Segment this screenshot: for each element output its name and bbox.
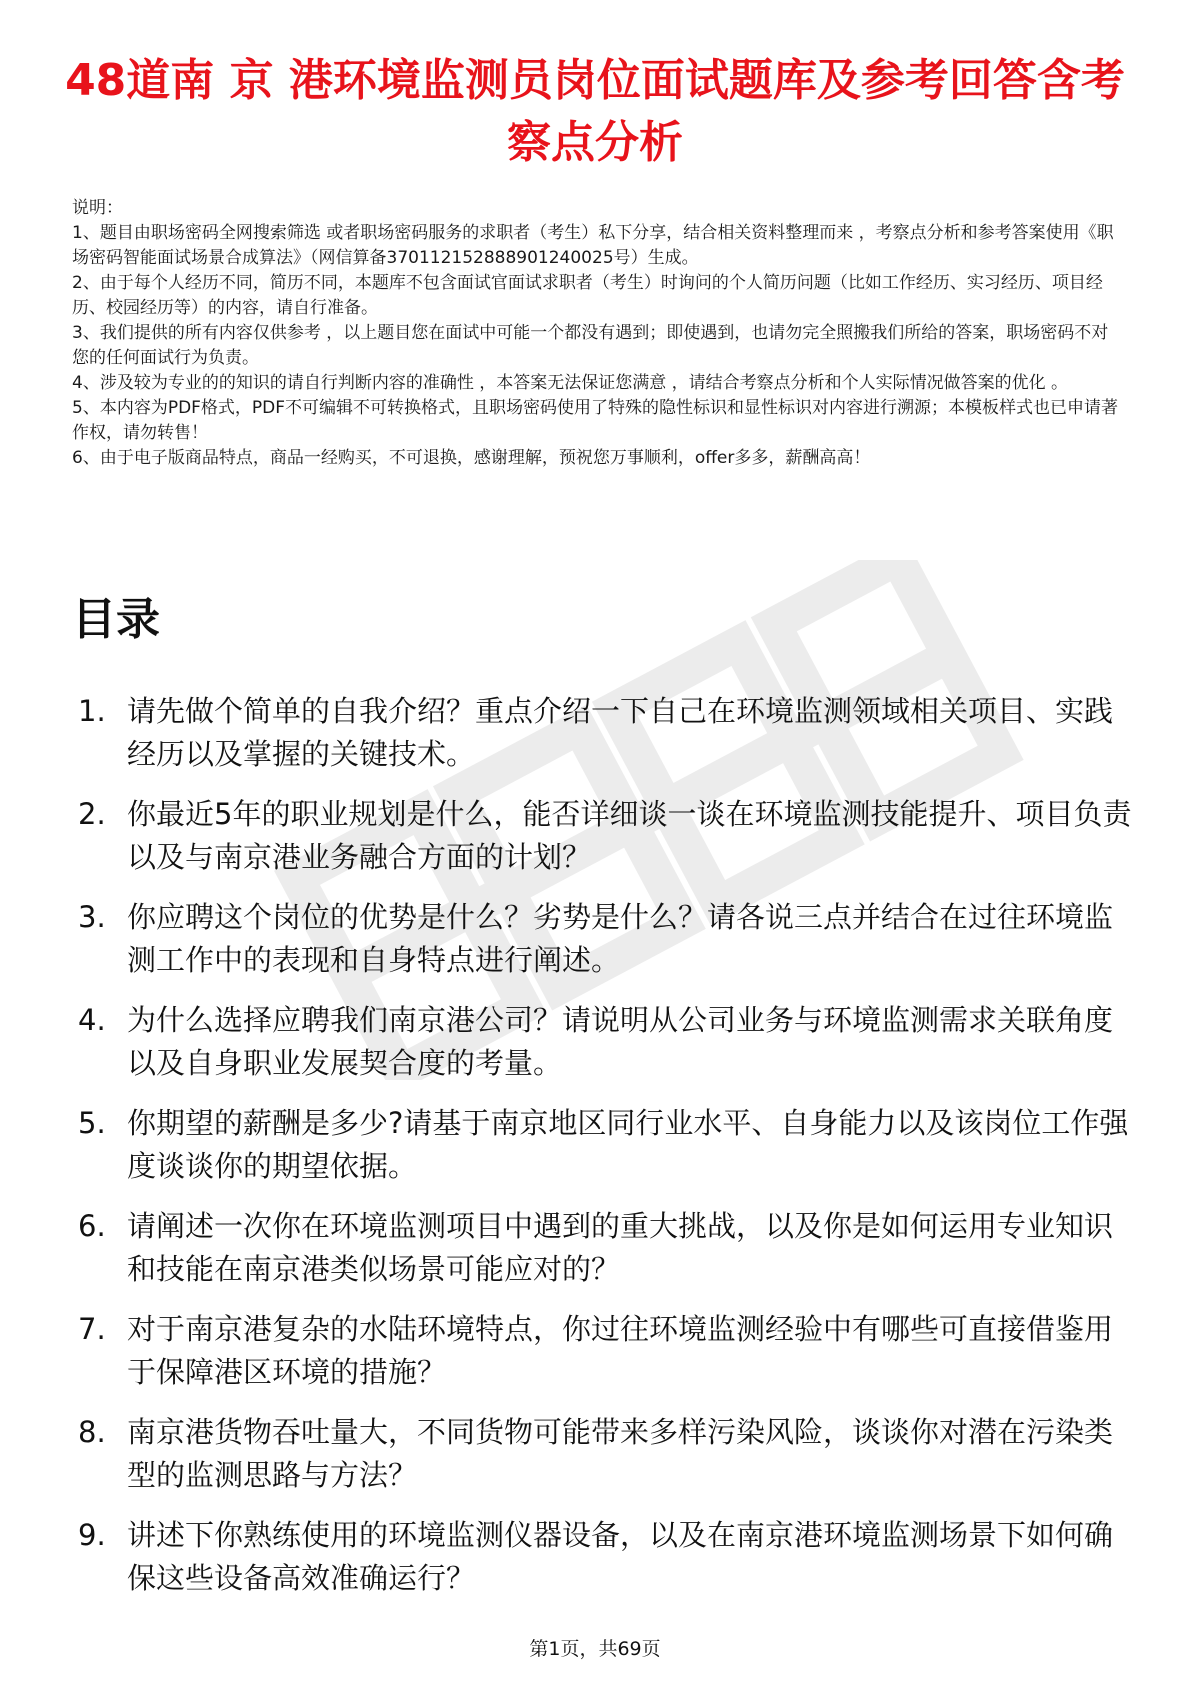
notes-item: 2、由于每个人经历不同，简历不同，本题库不包含面试官面试求职者（考生）时询问的个人简历问题（比如工作经历、实习经历、项目经历、校园经历等）的内容，请自行准备。 <box>72 273 1103 318</box>
question-number: 9. <box>78 1518 106 1552</box>
question-number: 2. <box>78 797 106 831</box>
question-list <box>72 690 1132 1617</box>
question-text: 为什么选择应聘我们南京港公司？请说明从公司业务与环境监测需求关联角度以及自身职业发展契合度的考量。 <box>127 1003 1114 1080</box>
question-item <box>72 1308 1132 1394</box>
question-number: 1. <box>78 694 106 728</box>
notes-item: 6、由于电子版商品特点，商品一经购买，不可退换，感谢理解，预祝您万事顺利，offer多多，薪酬高高！ <box>72 448 871 468</box>
question-text: 请阐述一次你在环境监测项目中遇到的重大挑战，以及你是如何运用专业知识和技能在南京港类似场景可能应对的？ <box>127 1209 1114 1286</box>
question-text: 你期望的薪酬是多少?请基于南京地区同行业水平、自身能力以及该岗位工作强度谈谈你的期望依据。 <box>127 1106 1129 1183</box>
notes-item: 4、涉及较为专业的的知识的请自行判断内容的准确性 ，本答案无法保证您满意 ，请结合考察点分析和个人实际情况做答案的优化 。 <box>72 373 1069 393</box>
question-text: 请先做个简单的自我介绍？重点介绍一下自己在环境监测领域相关项目、实践经历以及掌握的关键技术。 <box>127 694 1114 771</box>
question-text: 你最近5年的职业规划是什么，能否详细谈一谈在环境监测技能提升、项目负责以及与南京港业务融合方面的计划？ <box>127 797 1132 874</box>
question-number: 6. <box>78 1209 106 1243</box>
question-number: 7. <box>78 1312 106 1346</box>
question-item <box>72 896 1132 982</box>
question-number: 3. <box>78 900 106 934</box>
question-item <box>72 793 1132 879</box>
notes-section <box>72 196 1122 471</box>
question-item <box>72 1205 1132 1291</box>
question-item <box>72 999 1132 1085</box>
question-text: 对于南京港复杂的水陆环境特点，你过往环境监测经验中有哪些可直接借鉴用于保障港区环境的措施？ <box>127 1312 1114 1389</box>
question-item <box>72 1514 1132 1600</box>
notes-item: 5、本内容为PDF格式，PDF不可编辑不可转换格式，且职场密码使用了特殊的隐性标识和显性标识对内容进行溯源；本模板样式也已申请著作权，请勿转售！ <box>72 398 1119 443</box>
question-item <box>72 1102 1132 1188</box>
page-footer: 第1页，共69页 <box>529 1638 661 1660</box>
question-number: 4. <box>78 1003 106 1037</box>
question-text: 讲述下你熟练使用的环境监测仪器设备，以及在南京港环境监测场景下如何确保这些设备高效准确运行？ <box>127 1518 1114 1595</box>
question-item <box>72 690 1132 776</box>
question-text: 南京港货物吞吐量大，不同货物可能带来多样污染风险，谈谈你对潜在污染类型的监测思路与方法？ <box>127 1415 1114 1492</box>
question-number: 8. <box>78 1415 106 1449</box>
notes-item: 3、我们提供的所有内容仅供参考 ，以上题目您在面试中可能一个都没有遇到；即使遇到，也请勿完全照搬我们所给的答案，职场密码不对您的任何面试行为负责。 <box>72 323 1109 368</box>
question-number: 5. <box>78 1106 106 1140</box>
notes-item: 1、题目由职场密码全网搜索筛选 或者职场密码服务的求职者（考生）私下分享，结合相关资料整理而来 ，考察点分析和参考答案使用《职场密码智能面试场景合成算法》（网信算备370112152888901240025号）生成。 <box>72 223 1114 268</box>
question-item <box>72 1411 1132 1497</box>
notes-heading: 说明： <box>72 198 123 218</box>
question-text: 你应聘这个岗位的优势是什么？劣势是什么？请各说三点并结合在过往环境监测工作中的表现和自身特点进行阐述。 <box>127 900 1114 977</box>
document-title: 48道南 京 港环境监测员岗位面试题库及参考回答含考察点分析 <box>65 55 1125 168</box>
toc-heading: 目录 <box>72 594 160 645</box>
